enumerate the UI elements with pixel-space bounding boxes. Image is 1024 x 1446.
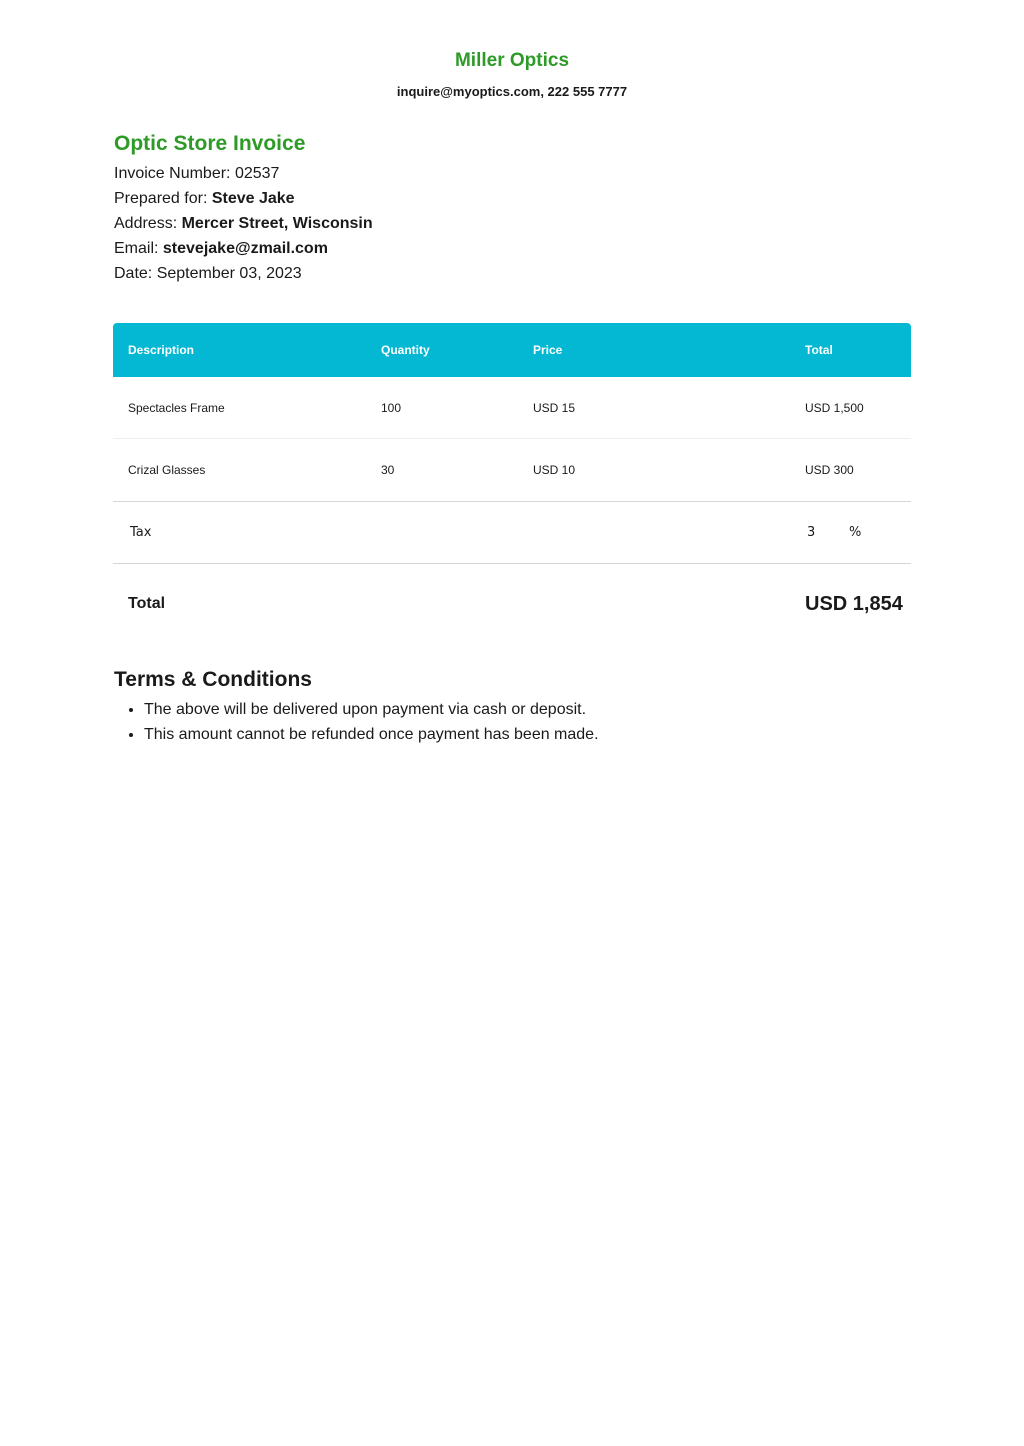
tax-percent-sign: % [849,525,862,540]
email-value: stevejake@zmail.com [162,240,328,257]
column-header-total: Total [805,343,833,357]
column-header-quantity: Quantity [381,343,430,357]
invoice-table [113,323,911,644]
table-header [113,323,911,377]
column-header-description: Description [128,343,195,357]
grand-total-value: USD 1,854 [805,592,903,615]
row-quantity: 100 [381,400,402,415]
grand-total-label: Total [128,595,166,612]
date-line [114,265,302,283]
row-description: Crizal Glasses [128,463,206,477]
terms-item: • The above will be delivered upon payment via cash or deposit. [144,700,599,725]
terms-title: Terms & Conditions [114,668,312,691]
row-price: USD 15 [533,400,576,415]
tax-value: 3 [807,525,816,540]
tax-label: Tax [130,525,152,540]
date-label: Date: [114,265,153,282]
prepared-for-value: Steve Jake [211,190,295,207]
row-quantity: 30 [381,463,395,477]
invoice-number-label: Invoice Number: [114,165,231,182]
column-header-price: Price [533,343,563,357]
address-line [114,215,373,233]
table-row [113,439,911,502]
prepared-for-label: Prepared for: [114,190,208,207]
terms-item: • This amount cannot be refunded once payment has been made. [144,725,599,750]
address-label: Address: [114,215,178,232]
company-name: Miller Optics [454,50,570,71]
email-line [114,240,328,258]
prepared-for-line [114,190,295,208]
company-contact: inquire@myoptics.com, 222 555 7777 [396,84,628,99]
row-description: Spectacles Frame [128,400,225,415]
tax-row [113,502,911,564]
table-row [113,377,911,439]
invoice-number-value: 02537 [234,165,280,182]
terms-list [114,700,599,750]
address-value: Mercer Street, Wisconsin [181,215,373,232]
row-total: USD 1,500 [805,400,864,415]
date-value: September 03, 2023 [156,265,302,282]
grand-total-row [113,564,911,644]
invoice-title: Optic Store Invoice [114,132,306,155]
invoice-number-line [114,165,279,183]
email-label: Email: [114,240,159,257]
row-price: USD 10 [533,463,576,477]
row-total: USD 300 [805,463,854,477]
